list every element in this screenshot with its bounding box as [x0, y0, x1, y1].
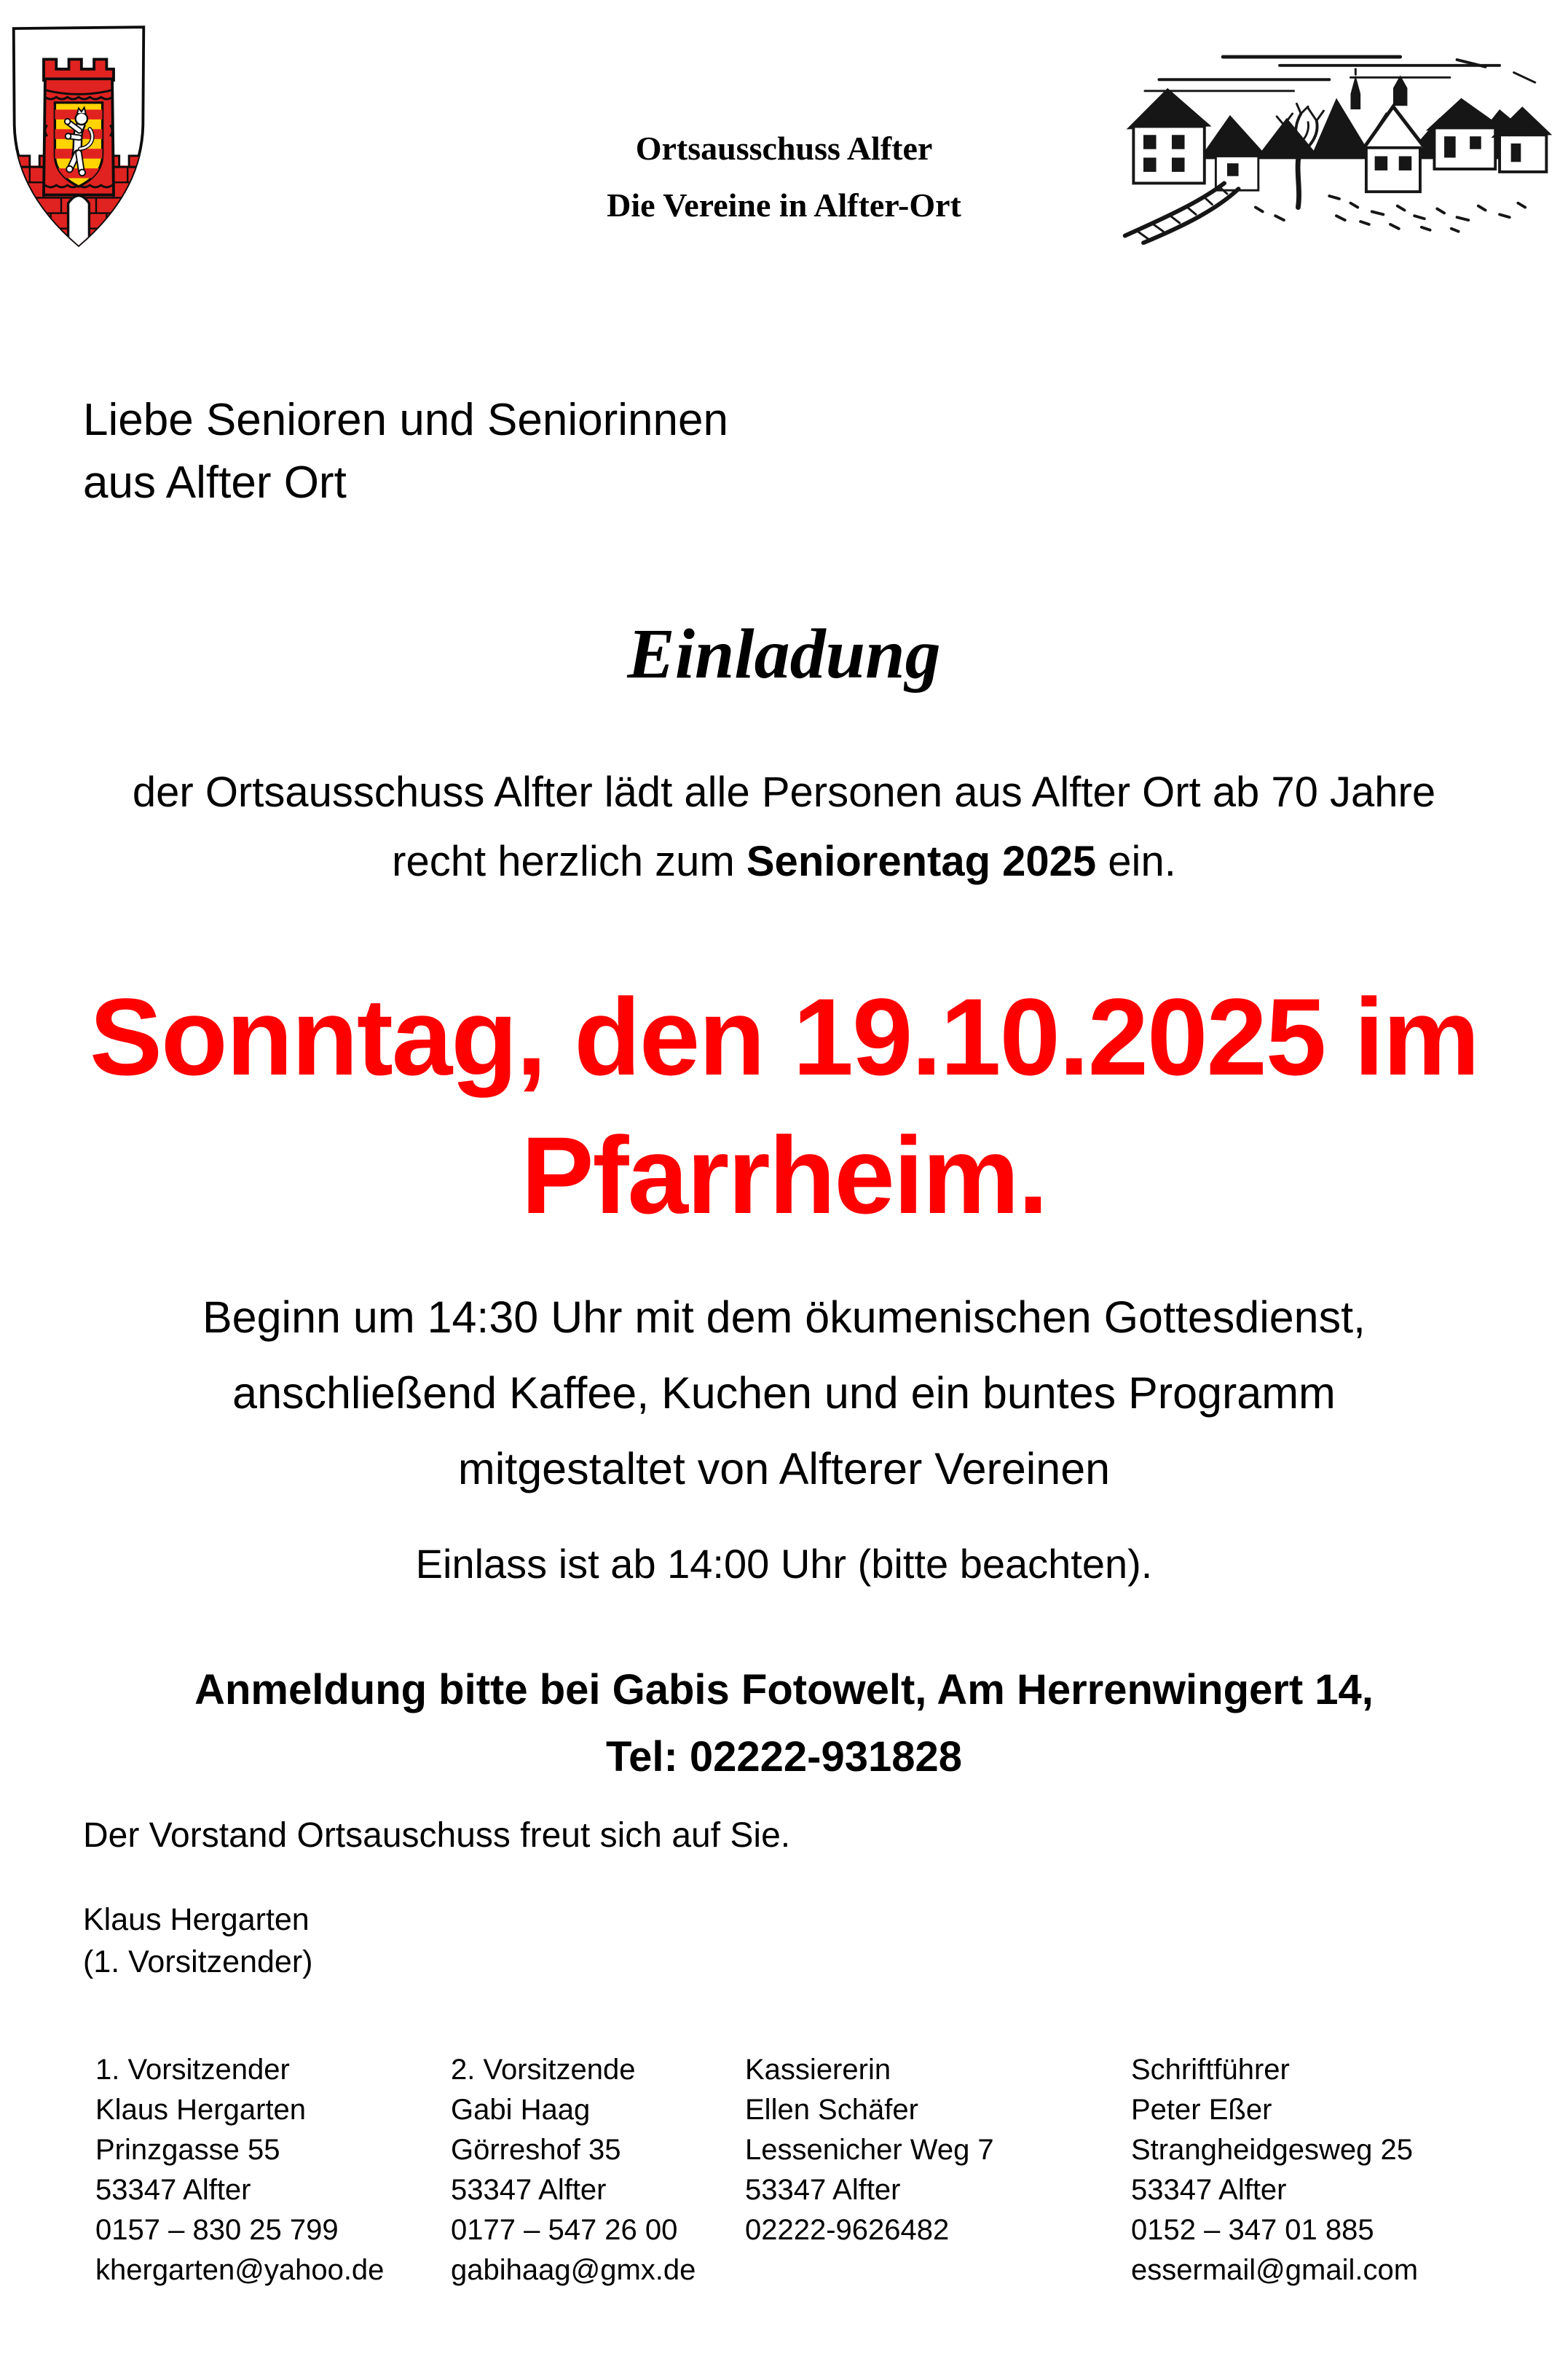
contact-card-kassiererin	[745, 2050, 1087, 2250]
alfter-village-sketch	[1116, 38, 1556, 245]
org-name: Ortsausschuss Alfter	[635, 130, 933, 167]
contact-card-schriftfuehrer	[1131, 2050, 1473, 2290]
closing-sentence: Der Vorstand Ortsauschuss freut sich auf Sie.	[83, 1816, 791, 1855]
contact-street: Görreshof 35	[451, 2134, 621, 2166]
event-date-heading	[0, 967, 1568, 1244]
contact-street: Lessenicher Weg 7	[745, 2134, 994, 2166]
contact-name: Klaus Hergarten	[95, 2094, 307, 2126]
contact-card-vorsitzende	[451, 2050, 793, 2290]
village-sketch-graphic	[1116, 38, 1556, 245]
intro-paragraph	[0, 758, 1568, 896]
contact-name: Peter Eßer	[1131, 2094, 1272, 2126]
contact-city: 53347 Alfter	[95, 2174, 251, 2206]
org-subtitle: Die Vereine in Alfter-Ort	[607, 186, 961, 224]
contact-role: 2. Vorsitzende	[451, 2054, 636, 2086]
registration-line1: Anmeldung bitte bei Gabis Fotowelt, Am Herrenwingert 14,	[194, 1666, 1374, 1713]
contact-phone: 0152 – 347 01 885	[1131, 2214, 1374, 2246]
event-date-line1: Sonntag, den 19.10.2025 im	[89, 975, 1479, 1098]
intro-line2-after: ein.	[1096, 838, 1176, 885]
program-paragraph	[0, 1279, 1568, 1507]
salutation	[83, 389, 728, 514]
contact-role: Schriftführer	[1131, 2054, 1290, 2086]
intro-line2	[0, 827, 1568, 896]
contact-card-vorsitzender	[95, 2050, 438, 2290]
contact-name: Ellen Schäfer	[745, 2094, 918, 2126]
contact-street: Strangheidgesweg 25	[1131, 2134, 1413, 2166]
event-date-line2: Pfarrheim.	[521, 1114, 1047, 1236]
contact-city: 53347 Alfter	[451, 2174, 607, 2206]
invitation-title: Einladung	[627, 615, 941, 694]
contact-city: 53347 Alfter	[745, 2174, 901, 2206]
contact-city: 53347 Alfter	[1131, 2174, 1287, 2206]
contact-phone: 02222-9626482	[745, 2214, 950, 2246]
salutation-line1: Liebe Senioren und Seniorinnen	[83, 395, 728, 445]
contact-email: khergarten@yahoo.de	[95, 2254, 385, 2286]
intro-line2-before: recht herzlich zum	[392, 838, 746, 885]
program-line2: anschließend Kaffee, Kuchen und ein buntes Programm	[232, 1368, 1336, 1418]
program-line1: Beginn um 14:30 Uhr mit dem ökumenischen Gottesdienst,	[202, 1292, 1366, 1342]
program-line3: mitgestaltet von Alfterer Vereinen	[457, 1444, 1111, 1493]
contact-phone: 0177 – 547 26 00	[451, 2214, 678, 2246]
registration-note	[0, 1657, 1568, 1791]
contact-name: Gabi Haag	[451, 2094, 591, 2126]
contact-phone: 0157 – 830 25 799	[95, 2214, 339, 2246]
intro-line2-event: Seniorentag 2025	[746, 838, 1097, 885]
signer-name: Klaus Hergarten	[83, 1902, 310, 1937]
contact-email: gabihaag@gmx.de	[451, 2254, 696, 2286]
registration-line2: Tel: 02222-931828	[605, 1733, 963, 1780]
contact-street: Prinzgasse 55	[95, 2134, 280, 2166]
signature-block	[83, 1898, 312, 1983]
contact-role: Kassiererin	[745, 2054, 891, 2086]
admission-note: Einlass ist ab 14:00 Uhr (bitte beachten).	[415, 1541, 1153, 1587]
signer-role: (1. Vorsitzender)	[83, 1944, 313, 1979]
intro-line1: der Ortsausschuss Alfter lädt alle Personen aus Alfter Ort ab 70 Jahre	[132, 769, 1436, 816]
contact-role: 1. Vorsitzender	[95, 2054, 290, 2086]
contact-email: essermail@gmail.com	[1131, 2254, 1419, 2286]
salutation-line2: aus Alfter Ort	[83, 458, 347, 508]
